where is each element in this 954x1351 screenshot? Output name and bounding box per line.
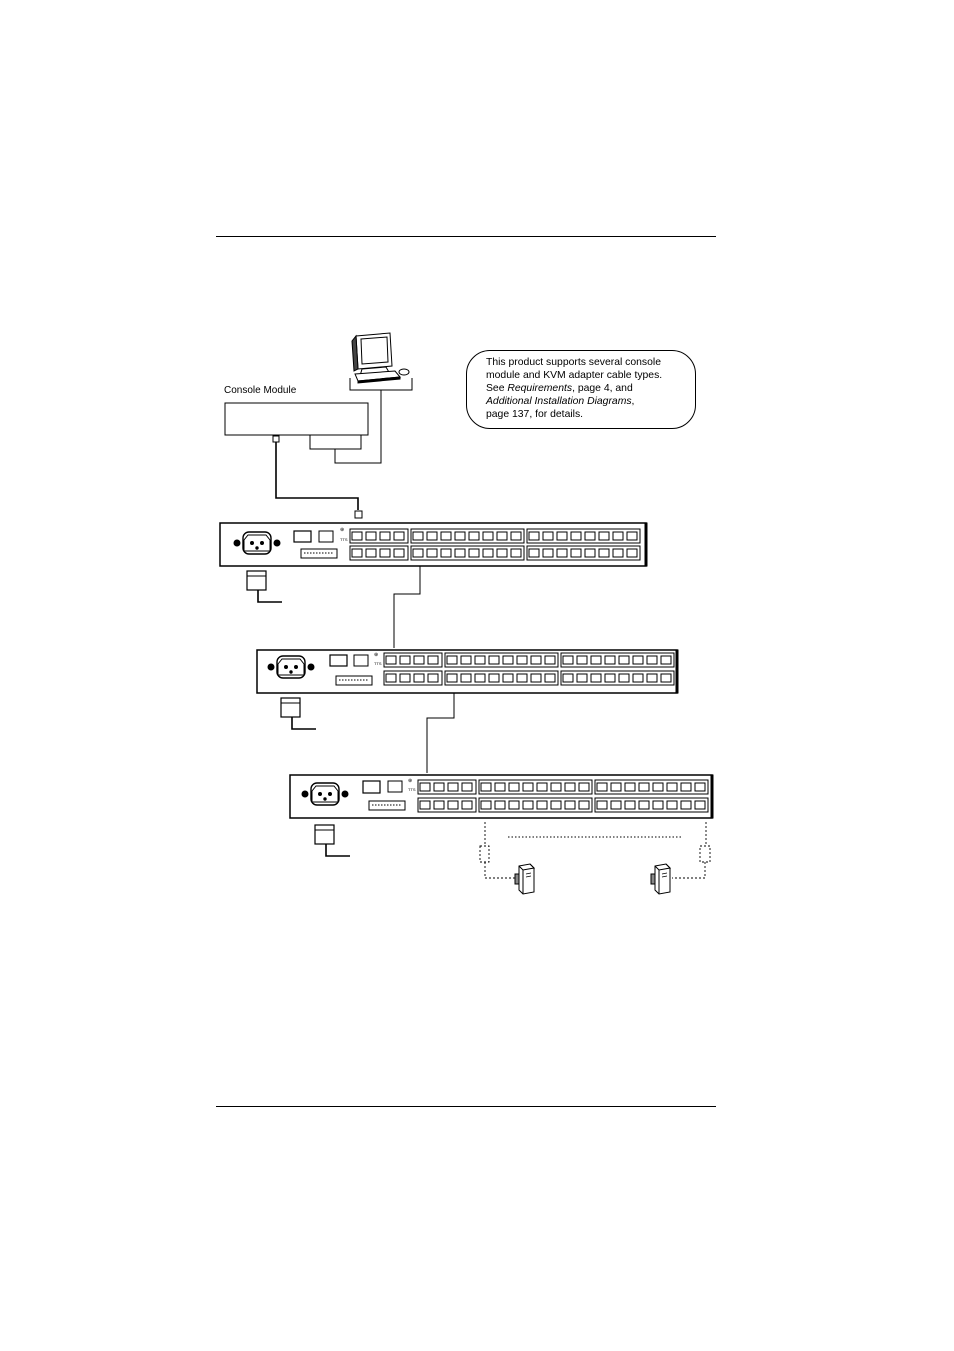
kvm-switch-2 bbox=[257, 650, 678, 693]
svg-text:TTS: TTS bbox=[340, 537, 348, 542]
console-module-label: Console Module bbox=[224, 385, 297, 396]
power-plug-3 bbox=[315, 825, 350, 856]
server-icon bbox=[651, 864, 670, 894]
chain-cable-2 bbox=[427, 693, 454, 773]
note-line: module and KVM adapter cable types. bbox=[486, 370, 663, 381]
computer-icon bbox=[350, 333, 412, 390]
note-line: See Requirements, page 4, and bbox=[486, 383, 633, 394]
note-line: Additional Installation Diagrams, bbox=[486, 396, 635, 407]
note-line: This product supports several console bbox=[486, 357, 661, 368]
server-icon bbox=[515, 864, 534, 894]
console-module-box bbox=[225, 403, 368, 435]
chain-cable-1 bbox=[394, 566, 420, 648]
cable-types-note bbox=[466, 350, 696, 429]
svg-text:⊕: ⊕ bbox=[408, 778, 413, 784]
console-cable bbox=[276, 442, 358, 510]
svg-text:TTS: TTS bbox=[408, 787, 416, 792]
kvm-switch-3 bbox=[290, 775, 713, 818]
note-line: page 137, for details. bbox=[486, 409, 584, 420]
server-cables bbox=[480, 822, 710, 878]
svg-text:⊕: ⊕ bbox=[374, 652, 379, 658]
console-module-port bbox=[273, 436, 279, 442]
svg-text:⊕: ⊕ bbox=[340, 527, 345, 533]
power-plug-1 bbox=[247, 571, 282, 602]
svg-text:TTS: TTS bbox=[374, 661, 382, 666]
power-plug-2 bbox=[281, 698, 316, 729]
kvm-switch-1 bbox=[220, 523, 647, 566]
